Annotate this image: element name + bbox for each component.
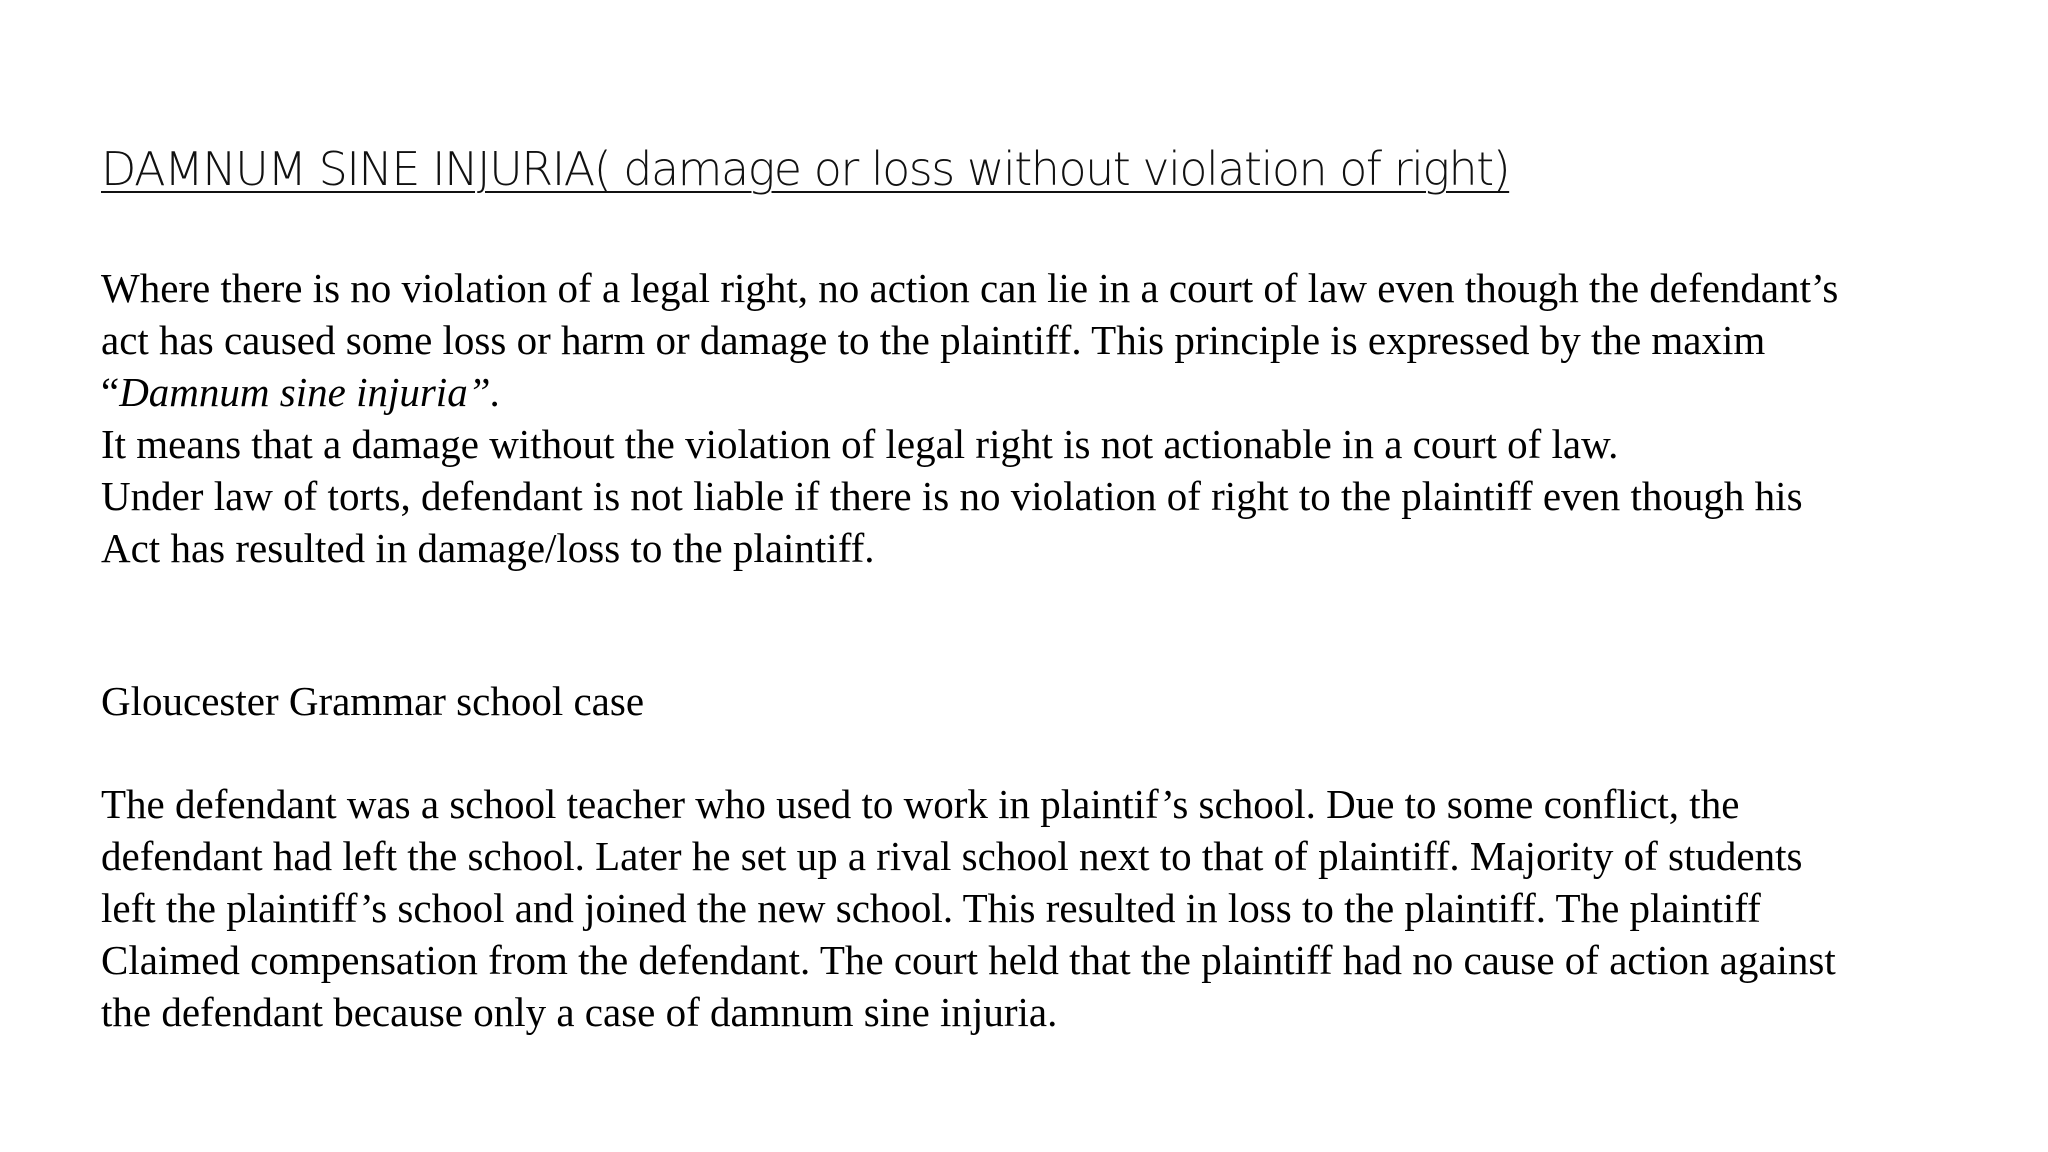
quote-open: “: [101, 369, 120, 415]
case-line-1: The defendant was a school teacher who used to work in plaintif’s school. Due to some conflict, the: [101, 781, 1740, 827]
case-line-3: left the plaintiff’s school and joined the new school. This resulted in loss to the plaintiff. The plaintiff: [101, 885, 1761, 931]
maxim-text: Damnum sine injuria”.: [119, 369, 501, 415]
intro-line-6: Act has resulted in damage/loss to the plaintiff.: [101, 525, 875, 571]
case-line-4: Claimed compensation from the defendant. The court held that the plaintiff had no cause of action against: [101, 937, 1836, 983]
case-heading-text: Gloucester Grammar school case: [101, 678, 645, 724]
intro-line-3: [101, 366, 2001, 418]
case-heading: [101, 675, 2001, 727]
case-body-paragraph: [101, 778, 2001, 1038]
intro-line-1: Where there is no violation of a legal right, no action can lie in a court of law even though the defendant’s: [101, 265, 1839, 311]
intro-paragraph: [101, 262, 2001, 574]
intro-line-4: It means that a damage without the violation of legal right is not actionable in a court of law.: [101, 421, 1619, 467]
case-line-2: defendant had left the school. Later he set up a rival school next to that of plaintiff. Majority of students: [101, 833, 1803, 879]
slide-title: DAMNUM SINE INJURIA( damage or loss without violation of right): [101, 142, 1510, 196]
case-line-5: the defendant because only a case of damnum sine injuria.: [101, 989, 1058, 1035]
intro-line-5: Under law of torts, defendant is not liable if there is no violation of right to the plaintiff even though his: [101, 473, 1803, 519]
intro-line-2: act has caused some loss or harm or damage to the plaintiff. This principle is expressed by the maxim: [101, 317, 1766, 363]
